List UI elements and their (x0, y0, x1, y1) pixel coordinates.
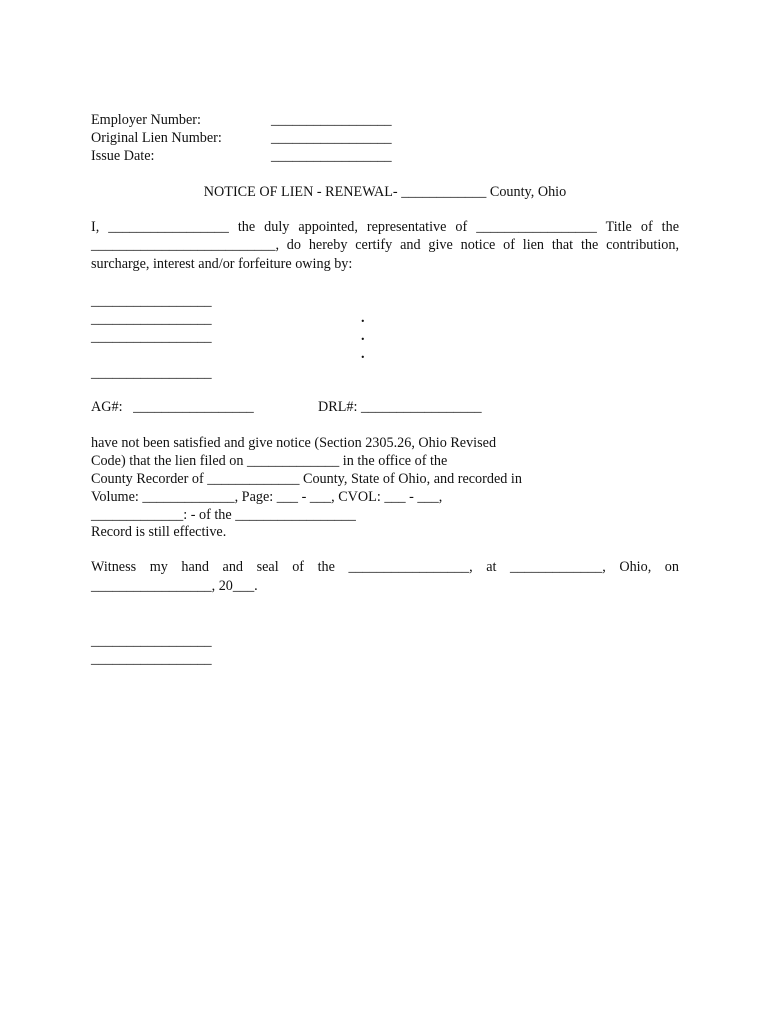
body-line-4: Volume: _____________, Page: ___ - ___, CVOL: ___ - ___, (91, 489, 443, 505)
signature-blank-2: _________________ (91, 651, 212, 667)
body-line-1: have not been satisfied and give notice (Section 2305.26, Ohio Revised (91, 435, 497, 451)
employer-number-blank: _________________ (271, 112, 392, 128)
body-line-5: _____________: - of the _________________ (91, 507, 356, 523)
owing-blank-3: _________________ (91, 329, 212, 345)
body-line-2: Code) that the lien filed on _____________ in the office of the (91, 453, 448, 469)
dot-marker-2: . (361, 328, 365, 344)
employer-number-label: Employer Number: (91, 112, 201, 128)
intro-line-3: surcharge, interest and/or forfeiture owing by: (91, 256, 353, 272)
owing-blank-2: _________________ (91, 311, 212, 327)
intro-line-1: I, _________________ the duly appointed, representative of _________________ Title of the (91, 219, 679, 235)
original-lien-number-blank: _________________ (271, 130, 392, 146)
issue-date-label: Issue Date: (91, 148, 155, 164)
issue-date-blank: _________________ (271, 148, 392, 164)
body-line-6: Record is still effective. (91, 524, 227, 540)
witness-line-1: Witness my hand and seal of the _________________, at _____________, Ohio, on (91, 559, 679, 575)
drl-number-field: DRL#: _________________ (318, 399, 482, 415)
ag-number-field: AG#: _________________ (91, 399, 254, 415)
original-lien-number-label: Original Lien Number: (91, 130, 222, 146)
signature-blank-1: _________________ (91, 633, 212, 649)
owing-blank-4: _________________ (91, 365, 212, 381)
document-title: NOTICE OF LIEN - RENEWAL- ____________ County, Ohio (203, 184, 567, 200)
dot-marker-3: . (361, 346, 365, 362)
dot-marker-1: . (361, 310, 365, 326)
owing-blank-1: _________________ (91, 293, 212, 309)
body-line-3: County Recorder of _____________ County, State of Ohio, and recorded in (91, 471, 522, 487)
intro-line-2: __________________________, do hereby certify and give notice of lien that the contribution, (91, 237, 679, 253)
witness-line-2: _________________, 20___. (91, 578, 258, 594)
